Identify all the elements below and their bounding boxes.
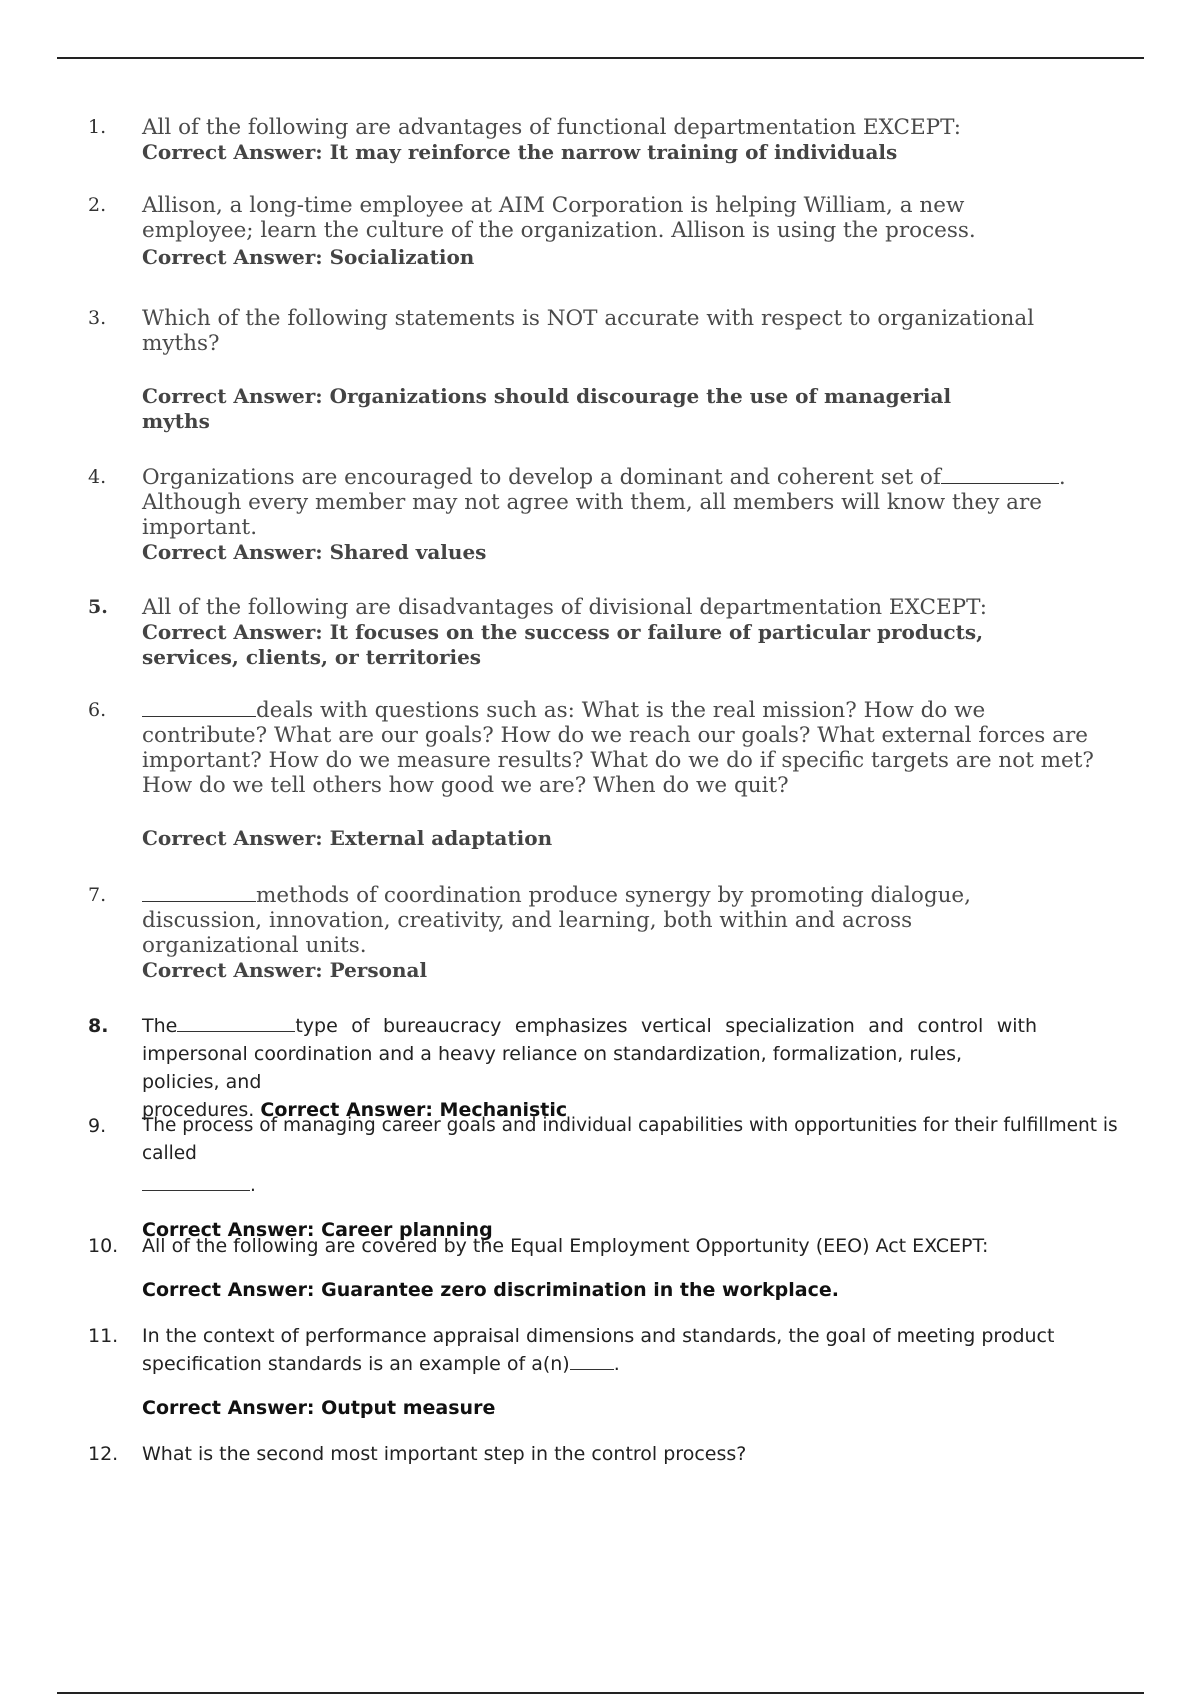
correct-answer: Correct Answer: It focuses on the success or failure of particular products,	[142, 620, 984, 644]
question-body	[142, 465, 1142, 565]
correct-answer: Correct Answer: Mechanistic	[260, 1099, 568, 1121]
question-number: 10.	[88, 1235, 119, 1257]
question-text-line	[142, 1172, 1172, 1200]
answer-blank	[142, 1172, 250, 1191]
question-text: discussion, innovation, creativity, and learning, both within and across	[142, 908, 913, 933]
correct-answer: Correct Answer: Personal	[142, 958, 428, 982]
question-text: What is the second most important step in the control process?	[142, 1443, 747, 1465]
correct-answer: Correct Answer: It may reinforce the narrow training of individuals	[142, 140, 898, 164]
question-number: 8.	[88, 1015, 109, 1037]
correct-answer: Correct Answer: External adaptation	[142, 826, 553, 850]
question-text: Allison, a long-time employee at AIM Corporation is helping William, a new	[142, 193, 965, 218]
question-body	[142, 1012, 1037, 1124]
correct-answer: Correct Answer: Shared values	[142, 540, 487, 564]
question-number: 4.	[88, 466, 107, 488]
answer-blank	[142, 698, 256, 717]
question-body	[142, 595, 1142, 670]
question-text: procedures.	[142, 1099, 255, 1121]
question-number: 1.	[88, 116, 107, 138]
correct-answer-cont: services, clients, or territories	[142, 645, 482, 669]
question-text: employee; learn the culture of the organization. Allison is using the process.	[142, 218, 976, 243]
question-text: Which of the following statements is NOT accurate with respect to organizational	[142, 306, 1035, 331]
correct-answer: Correct Answer: Guarantee zero discrimination in the workplace.	[142, 1279, 839, 1301]
question-text: methods of coordination produce synergy by promoting dialogue,	[256, 883, 971, 908]
answer-blank	[570, 1351, 614, 1370]
answer-blank	[177, 1013, 295, 1032]
question-body	[142, 115, 1142, 165]
question-number: 2.	[88, 194, 107, 216]
correct-answer-cont: myths	[142, 409, 210, 433]
answer-blank	[142, 883, 256, 902]
question-text: All of the following are covered by the Equal Employment Opportunity (EEO) Act EXCEPT:	[142, 1235, 989, 1257]
question-text: .	[250, 1175, 256, 1196]
question-number: 11.	[88, 1325, 119, 1347]
question-text: deals with questions such as: What is the real mission? How do we	[256, 698, 986, 723]
bottom-rule	[57, 1692, 1144, 1694]
question-text: Although every member may not agree with them, all members will know they are	[142, 490, 1042, 515]
question-text: myths?	[142, 331, 220, 356]
question-text: In the context of performance appraisal dimensions and standards, the goal of meeting product	[142, 1325, 1055, 1347]
question-text: All of the following are advantages of functional departmentation EXCEPT:	[142, 115, 961, 140]
question-text: .	[613, 1353, 620, 1375]
question-text-line	[142, 1350, 1142, 1378]
correct-answer: Correct Answer: Career planning	[142, 1219, 493, 1241]
question-text: specification standards is an example of a(n)	[142, 1353, 570, 1375]
question-number: 5.	[88, 596, 108, 618]
question-body	[142, 1322, 1142, 1422]
question-number: 12.	[88, 1443, 119, 1465]
correct-answer: Correct Answer: Socialization	[142, 245, 475, 269]
question-text: .	[1058, 465, 1066, 490]
question-text: contribute? What are our goals? How do we reach our goals? What external forces are	[142, 723, 1088, 748]
question-number: 3.	[88, 307, 107, 329]
question-body	[142, 1440, 1142, 1468]
question-text: important.	[142, 515, 258, 540]
question-text: All of the following are disadvantages of divisional departmentation EXCEPT:	[142, 595, 987, 620]
question-text: How do we tell others how good we are? When do we quit?	[142, 773, 789, 798]
question-text: impersonal coordination and a heavy reliance on standardization, formalization, rules, policies, and	[142, 1043, 963, 1093]
answer-blank	[941, 465, 1059, 484]
question-text: The	[142, 1015, 178, 1037]
correct-answer: Correct Answer: Output measure	[142, 1397, 496, 1419]
question-text: Organizations are encouraged to develop a dominant and coherent set of	[142, 465, 941, 490]
question-number: 9.	[88, 1115, 107, 1137]
question-body	[142, 1112, 1172, 1244]
question-text: The process of managing career goals and individual capabilities with opportunities for their fulfillment is called	[142, 1115, 1118, 1164]
question-body	[142, 883, 1142, 983]
question-text: important? How do we measure results? What do we do if specific targets are not met?	[142, 748, 1094, 773]
top-rule	[57, 57, 1144, 59]
question-body	[142, 1232, 1142, 1304]
correct-answer: Correct Answer: Organizations should discourage the use of managerial	[142, 384, 952, 408]
question-body	[142, 193, 1142, 270]
question-text-line	[142, 883, 1142, 908]
question-number: 7.	[88, 884, 107, 906]
question-text: type of bureaucracy emphasizes vertical specialization and control with	[295, 1015, 1037, 1037]
question-body	[142, 698, 1142, 851]
question-text-line	[142, 1012, 1037, 1040]
question-body	[142, 306, 1142, 434]
question-number: 6.	[88, 699, 107, 721]
question-text-line	[142, 465, 1142, 490]
question-text-line	[142, 698, 1142, 723]
question-text: organizational units.	[142, 933, 367, 958]
